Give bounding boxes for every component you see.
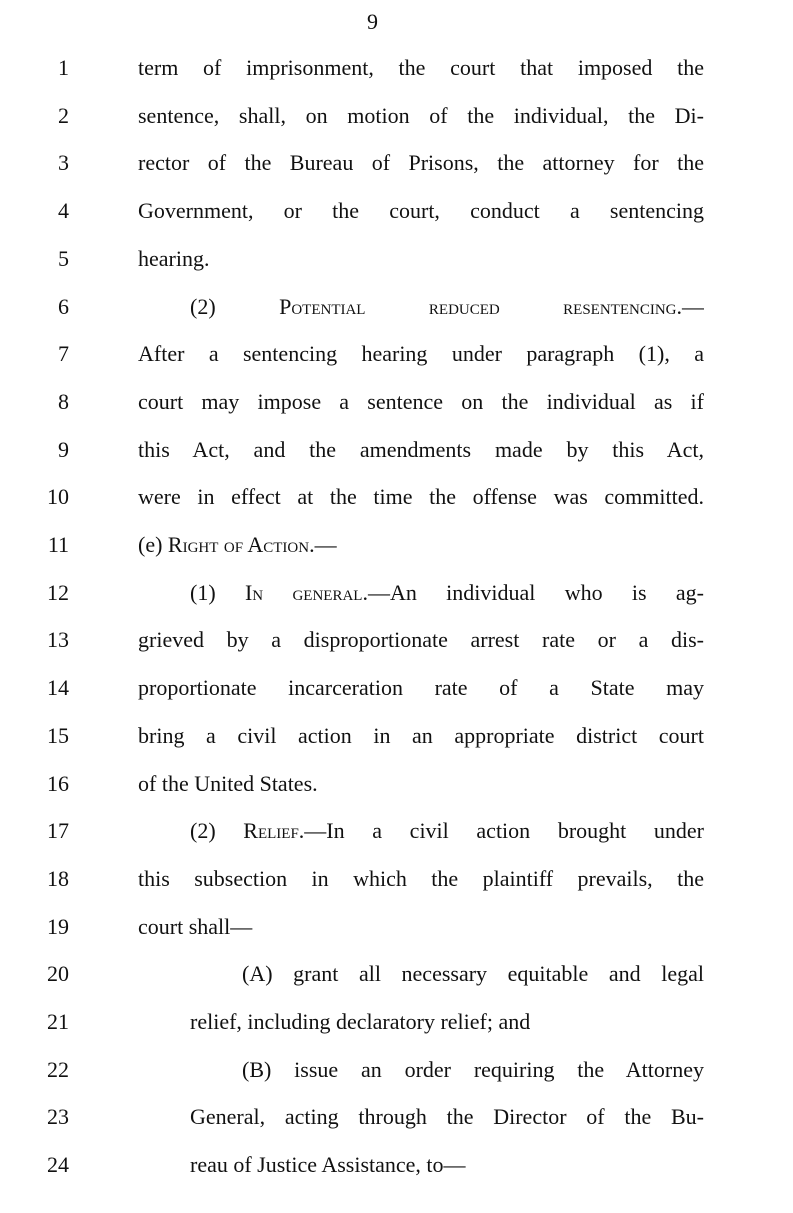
line-text: (A) grant all necessary equitable and legal	[242, 961, 704, 987]
line-number: 15	[47, 722, 69, 748]
document-line	[0, 148, 793, 196]
page-number: 9	[367, 9, 378, 34]
document-line	[0, 912, 793, 960]
line-number: 14	[47, 675, 69, 701]
line-number: 21	[47, 1009, 69, 1034]
line-text: General, acting through the Director of the Bu-	[190, 1104, 704, 1130]
line-text: (1) In general.—An individual who is ag-	[190, 579, 704, 605]
document-line	[0, 1007, 793, 1055]
document-line	[0, 196, 793, 244]
line-number: 4	[58, 198, 69, 224]
line-text: relief, including declaratory relief; and	[190, 1009, 531, 1034]
document-line	[0, 244, 793, 292]
line-number: 16	[47, 770, 69, 796]
document-line	[0, 959, 793, 1007]
line-number: 7	[58, 341, 69, 367]
document-line	[0, 387, 793, 435]
document-line	[0, 769, 793, 817]
line-text: (e) Right of Action.—	[138, 532, 337, 557]
document-line	[0, 625, 793, 673]
line-number: 11	[47, 532, 69, 557]
line-text: grieved by a disproportionate arrest rate or a dis-	[138, 627, 704, 653]
line-text: this subsection in which the plaintiff prevails, the	[138, 865, 704, 891]
line-text: (B) issue an order requiring the Attorney	[242, 1056, 704, 1082]
line-number: 3	[58, 150, 69, 176]
line-number: 8	[58, 388, 69, 414]
document-line	[0, 482, 793, 530]
line-text: sentence, shall, on motion of the individual, the Di-	[138, 102, 704, 128]
document-line	[0, 435, 793, 483]
line-text: proportionate incarceration rate of a State may	[138, 675, 704, 701]
line-text: court may impose a sentence on the individual as if	[138, 388, 704, 414]
document-line	[0, 530, 793, 578]
line-number: 5	[58, 245, 69, 271]
line-number: 2	[58, 102, 69, 128]
document-line	[0, 1150, 793, 1198]
line-number: 19	[47, 913, 69, 939]
document-line	[0, 578, 793, 626]
document-line	[0, 816, 793, 864]
line-number: 1	[58, 55, 69, 80]
document-line	[0, 1055, 793, 1103]
line-number: 24	[47, 1152, 69, 1178]
line-text: reau of Justice Assistance, to—	[190, 1152, 466, 1178]
line-text: court shall—	[138, 913, 253, 939]
document-line	[0, 673, 793, 721]
line-number: 23	[47, 1104, 69, 1130]
line-text: term of imprisonment, the court that imposed the	[138, 55, 704, 80]
line-number: 22	[47, 1056, 69, 1082]
line-text: bring a civil action in an appropriate district court	[138, 722, 704, 748]
line-text: were in effect at the time the offense was committed.	[138, 484, 704, 510]
line-text: of the United States.	[138, 770, 318, 796]
line-number: 13	[47, 627, 69, 653]
line-text: (2) Potential reduced resentencing.—	[190, 293, 704, 319]
line-text: After a sentencing hearing under paragraph (1), a	[138, 341, 704, 367]
line-text: (2) Relief.—In a civil action brought under	[190, 818, 704, 844]
line-text: rector of the Bureau of Prisons, the attorney for the	[138, 150, 704, 176]
line-number: 9	[58, 436, 69, 462]
line-number: 17	[47, 818, 69, 844]
line-text: this Act, and the amendments made by this Act,	[138, 436, 704, 462]
line-text: hearing.	[138, 245, 210, 271]
line-number: 6	[58, 293, 69, 319]
document-line	[0, 864, 793, 912]
document-line	[0, 339, 793, 387]
line-number: 18	[47, 865, 69, 891]
document-line	[0, 53, 793, 101]
document-line	[0, 101, 793, 149]
document-line	[0, 292, 793, 340]
document-line	[0, 721, 793, 769]
line-number: 20	[47, 961, 69, 987]
line-text: Government, or the court, conduct a sentencing	[138, 198, 704, 224]
document-line	[0, 1102, 793, 1150]
line-number: 10	[47, 484, 69, 510]
line-number: 12	[47, 579, 69, 605]
